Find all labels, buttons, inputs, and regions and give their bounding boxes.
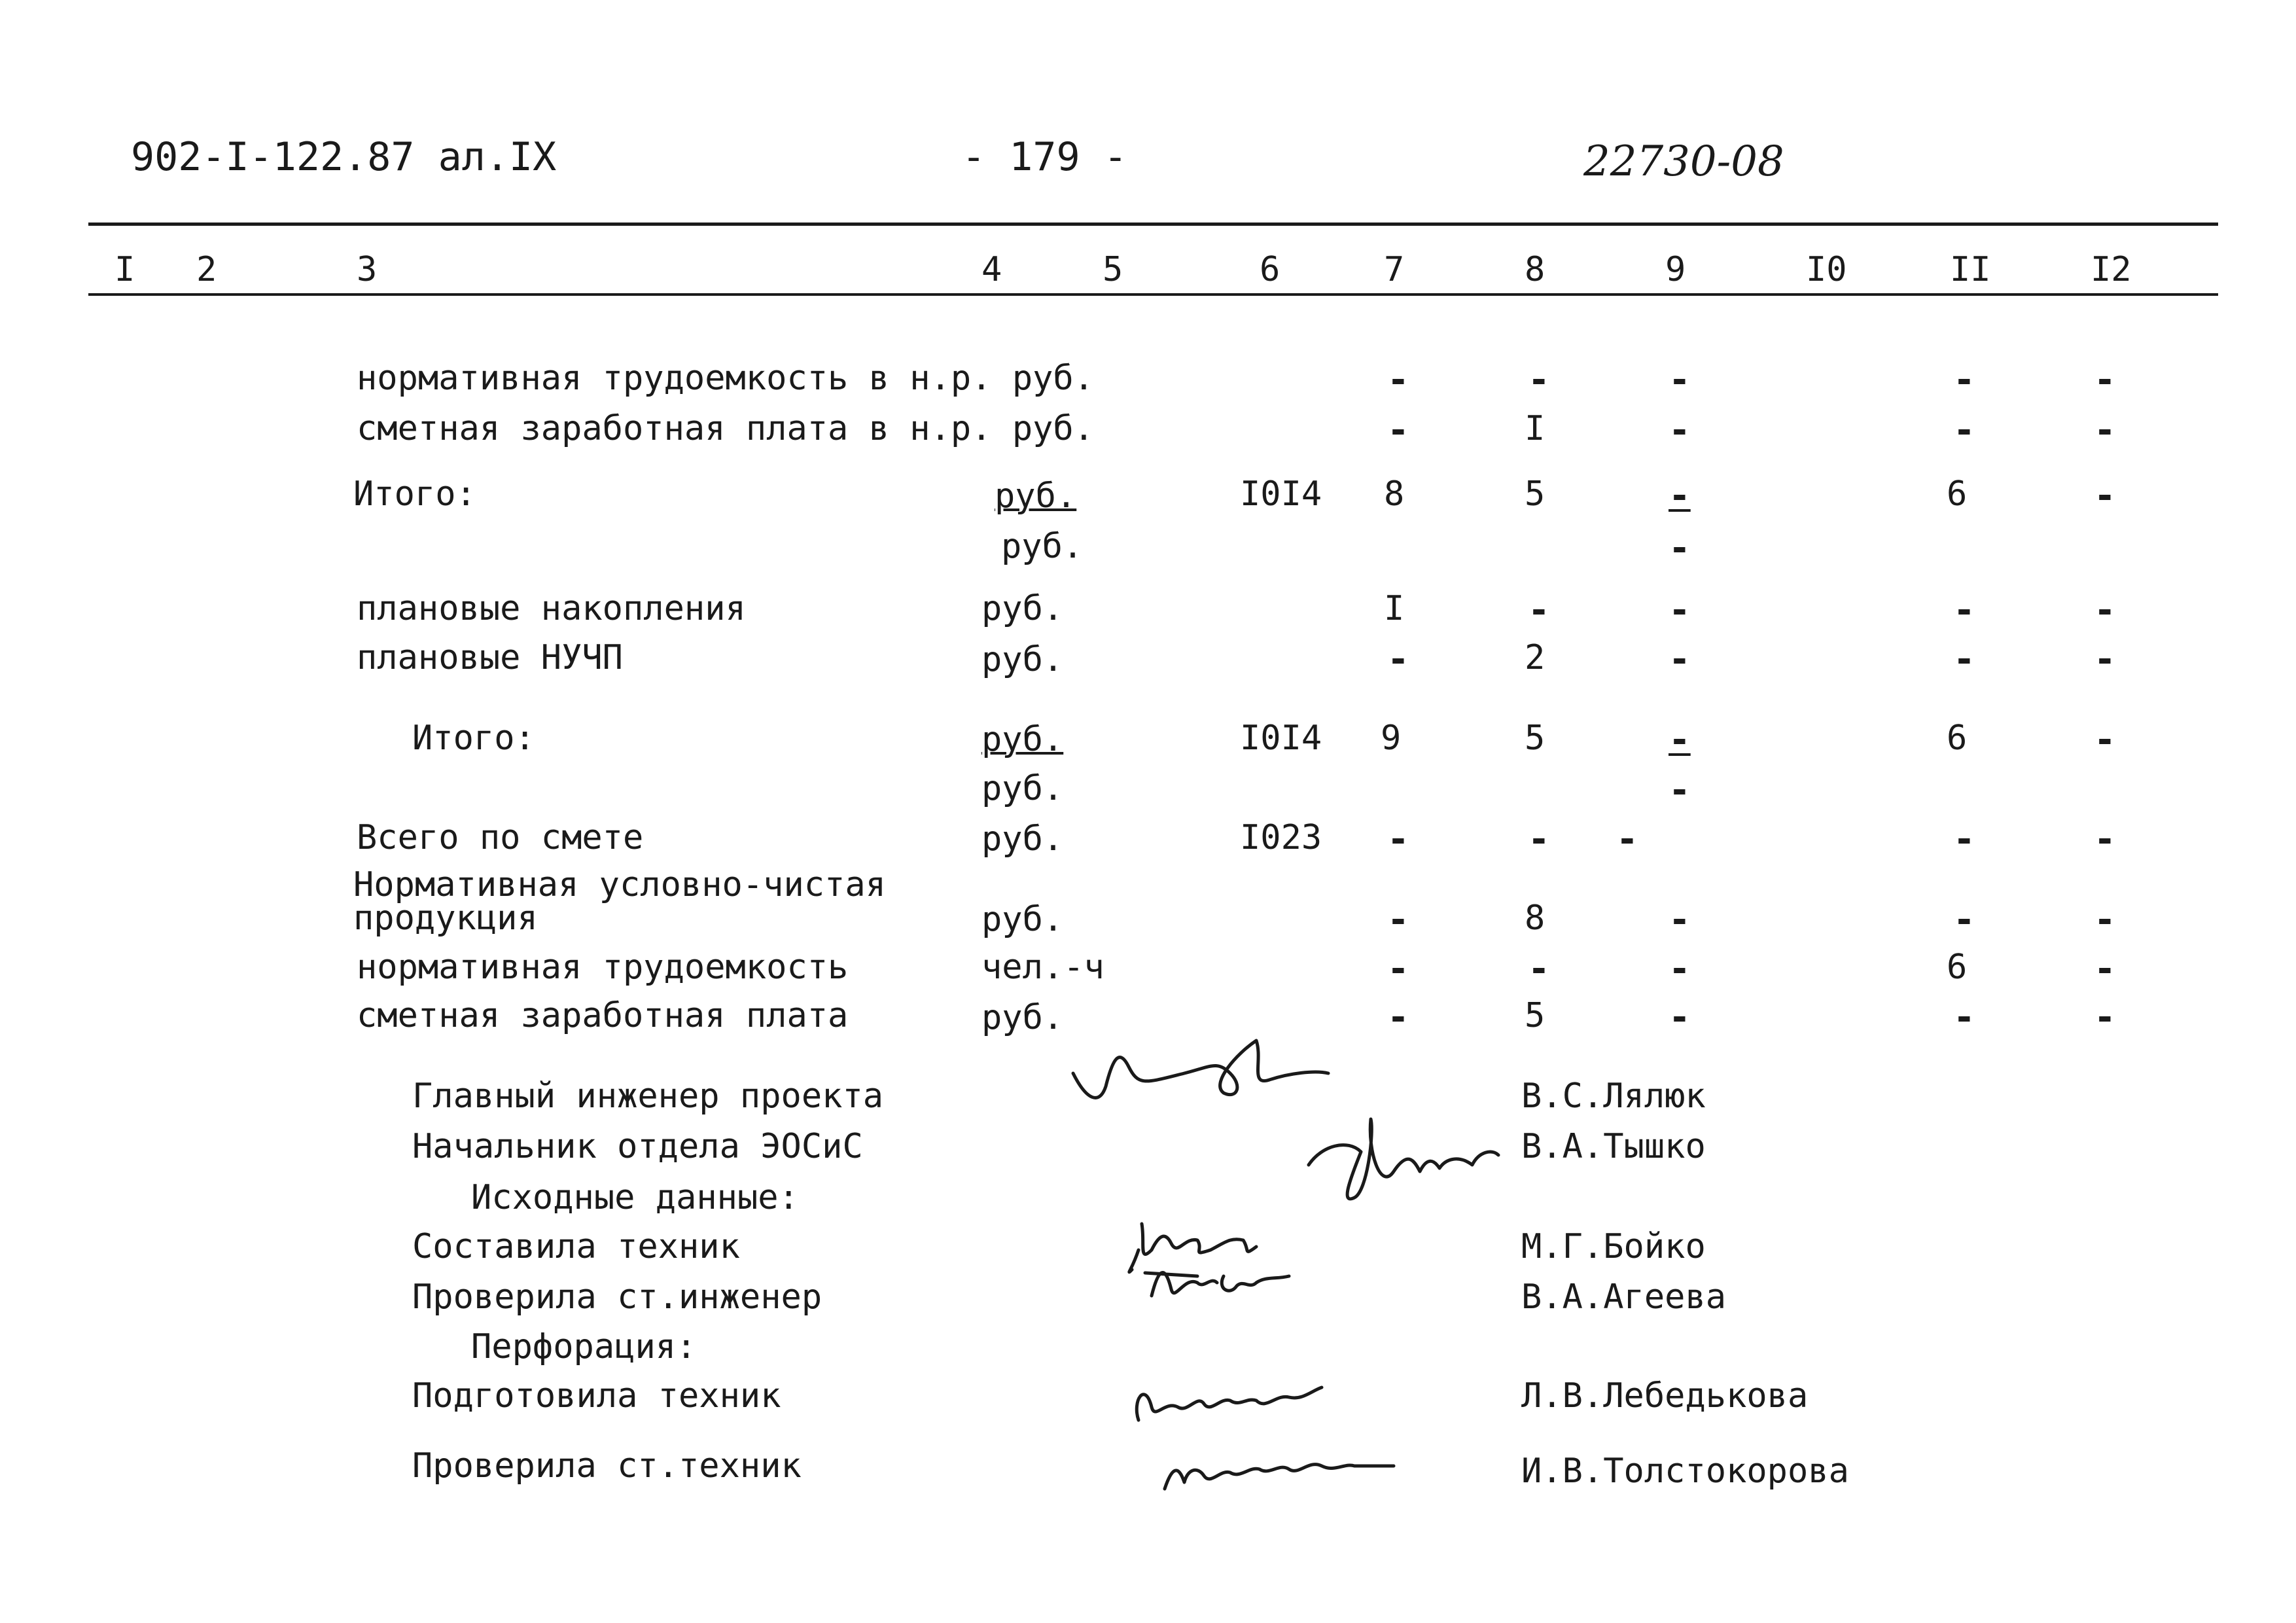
chief-engineer-role: Главный инженер проекта: [412, 1077, 884, 1116]
signature-dept-head: [1302, 1093, 1511, 1224]
cell-col11: -: [1953, 899, 1975, 941]
checked-tech-name: И.В.Толстокорова: [1521, 1452, 1849, 1491]
signature-prepared: [1125, 1361, 1335, 1440]
cell-col9: -: [1669, 474, 1691, 517]
compiled-role: Составила техник: [412, 1227, 740, 1266]
cell-col9-second: -: [1669, 769, 1691, 812]
cell-col7: I: [1384, 589, 1405, 628]
cell-col7: -: [1387, 948, 1409, 990]
cell-unit: руб.: [981, 998, 1064, 1037]
cell-col9: -: [1669, 589, 1691, 632]
cell-col11: -: [1953, 589, 1975, 632]
cell-unit: руб.: [981, 900, 1064, 939]
cell-col6: I0I4: [1240, 719, 1322, 758]
checked-engineer-role: Проверила ст.инженер: [412, 1277, 822, 1317]
cell-col12: -: [2094, 818, 2116, 861]
row-label: нормативная трудоемкость в н.р. руб.: [357, 359, 1095, 398]
column-header-rule: [88, 293, 2218, 296]
row-label: Всего по смете: [357, 818, 644, 857]
column-header: 7: [1384, 250, 1405, 289]
cell-col8: 2: [1525, 638, 1545, 677]
cell-col12: -: [2094, 409, 2116, 452]
cell-col7: -: [1387, 899, 1409, 941]
cell-col11: -: [1953, 638, 1975, 681]
row-label-second-line: продукция: [353, 899, 538, 938]
cell-col12: -: [2094, 589, 2116, 632]
row-label: сметная заработная плата: [357, 996, 849, 1035]
page-number: - 179 -: [962, 134, 1127, 180]
row-label: Итого:: [412, 719, 535, 758]
cell-col12: -: [2094, 948, 2116, 990]
cell-col8: 8: [1525, 899, 1545, 938]
cell-col7: 9: [1381, 719, 1402, 758]
row-label: плановые накопления: [357, 589, 746, 628]
column-header: 9: [1665, 250, 1686, 289]
column-header: 6: [1260, 250, 1280, 289]
column-header: I: [115, 250, 135, 289]
cell-col12: -: [2094, 996, 2116, 1039]
cell-col9-second: -: [1669, 527, 1691, 569]
cell-col7: -: [1387, 996, 1409, 1039]
prepared-role: Подготовила техник: [412, 1376, 781, 1416]
signature-checked-tech: [1158, 1430, 1407, 1508]
cell-unit: руб.: [981, 640, 1064, 679]
cell-col7: -: [1387, 409, 1409, 452]
cell-unit-second: руб.: [981, 769, 1064, 808]
source-data-heading: Исходные данные:: [471, 1178, 799, 1217]
cell-col12: -: [2094, 474, 2116, 517]
cell-col6: I0I4: [1240, 474, 1322, 514]
cell-col9: -: [1669, 948, 1691, 990]
cell-unit: чел.-ч: [981, 948, 1104, 987]
cell-col9: -: [1669, 638, 1691, 681]
cell-col9: -: [1669, 996, 1691, 1039]
cell-col11: 6: [1947, 948, 1968, 987]
cell-col12: -: [2094, 719, 2116, 761]
sheet-code: 22730-08: [1583, 137, 1784, 186]
cell-col8: I: [1525, 409, 1545, 448]
cell-col12: -: [2094, 899, 2116, 941]
cell-col9: -: [1669, 719, 1691, 761]
perforation-heading: Перфорация:: [471, 1327, 697, 1366]
row-label: нормативная трудоемкость: [357, 948, 849, 987]
column-header: I0: [1806, 250, 1847, 289]
top-rule: [88, 223, 2218, 226]
cell-unit: руб.: [981, 720, 1064, 759]
column-header: II: [1950, 250, 1991, 289]
cell-col11: -: [1953, 409, 1975, 452]
prepared-name: Л.В.Лебедькова: [1521, 1376, 1809, 1416]
cell-unit: руб.: [981, 819, 1064, 859]
cell-col7: 8: [1384, 474, 1405, 514]
cell-col7: -: [1387, 359, 1409, 401]
cell-unit-second: руб.: [1001, 527, 1084, 566]
compiled-name: М.Г.Бойко: [1521, 1227, 1706, 1266]
row-label: сметная заработная плата в н.р. руб.: [357, 409, 1095, 448]
cell-col8: -: [1528, 589, 1550, 632]
column-header: 4: [981, 250, 1002, 289]
chief-engineer-name: В.С.Лялюк: [1521, 1077, 1706, 1116]
cell-unit: руб.: [995, 476, 1077, 516]
signature-checked-engineer: [1139, 1250, 1309, 1315]
cell-col6: I023: [1240, 818, 1322, 857]
checked-tech-role: Проверила ст.техник: [412, 1446, 802, 1486]
cell-col8: 5: [1525, 474, 1545, 514]
column-header: 5: [1103, 250, 1123, 289]
cell-col11: -: [1953, 996, 1975, 1039]
cell-col8: -: [1528, 948, 1550, 990]
column-header: I2: [2091, 250, 2132, 289]
checked-engineer-name: В.А.Агеева: [1521, 1277, 1727, 1317]
cell-col12: -: [2094, 638, 2116, 681]
cell-col8: 5: [1525, 996, 1545, 1035]
cell-col11: 6: [1947, 719, 1968, 758]
column-header: 3: [357, 250, 378, 289]
row-label: Нормативная условно-чистая: [353, 865, 886, 904]
column-header: 2: [196, 250, 217, 289]
cell-col11: -: [1953, 359, 1975, 401]
cell-col9: -: [1616, 818, 1638, 861]
dept-head-role: Начальник отдела ЭОСиС: [412, 1127, 863, 1166]
cell-col9: -: [1669, 359, 1691, 401]
cell-col8: 5: [1525, 719, 1545, 758]
cell-col9: -: [1669, 409, 1691, 452]
column-header: 8: [1525, 250, 1545, 289]
cell-col9: -: [1669, 899, 1691, 941]
cell-col8: -: [1528, 818, 1550, 861]
cell-unit: руб.: [981, 589, 1064, 628]
row-label: плановые НУЧП: [357, 638, 623, 677]
document-code: 902-I-122.87 ал.IX: [131, 134, 557, 180]
dept-head-name: В.А.Тышко: [1521, 1127, 1706, 1166]
cell-col11: 6: [1947, 474, 1968, 514]
row-label: Итого:: [353, 474, 476, 514]
cell-col12: -: [2094, 359, 2116, 401]
cell-col8: -: [1528, 359, 1550, 401]
cell-col7: -: [1387, 818, 1409, 861]
cell-col11: -: [1953, 818, 1975, 861]
cell-col7: -: [1387, 638, 1409, 681]
